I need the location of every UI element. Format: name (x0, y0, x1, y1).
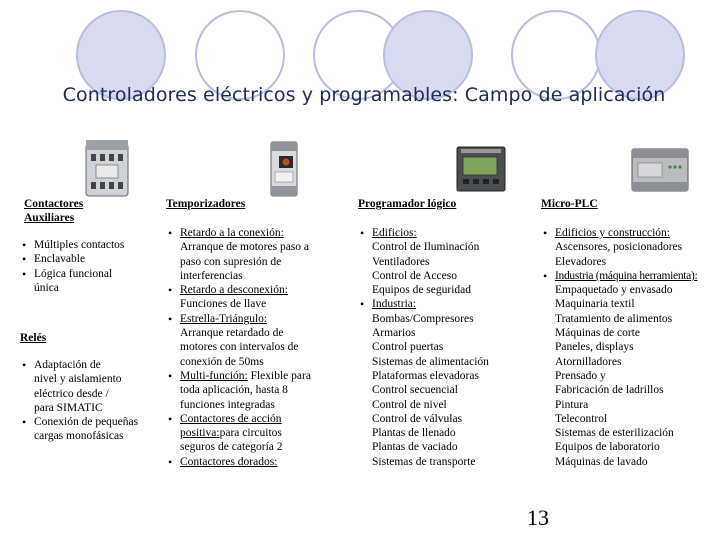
contactor-image (82, 138, 132, 198)
list-item: • Adaptación de nivel y aislamiento eléctrico desde / para SIMATIC (20, 358, 165, 415)
list-item: • Retardo a la conexión: Arranque de motores paso a paso con supresión de interferencias (166, 226, 346, 283)
list-item: • Conexión de pequeñas cargas monofásicas (20, 415, 165, 444)
contactores-heading (24, 197, 83, 225)
page-number: 13 (527, 505, 549, 530)
list-item: • Estrella-Triángulo: Arranque retardado de motores con intervalos de conexión de 50ms (166, 312, 346, 369)
list-item: • Industria (máquina herramienta): Empaquetado y envasado Maquinaria textil Tratamiento de alimentos Máquinas de corte Paneles, displays Atornilladores Prensado y Fabricación de ladrillos Pintura Telecontrol Sistemas de esterilización Equipos de laboratorio Máquinas de lavado (541, 269, 727, 469)
list-item: • Multi-función: Flexible para toda aplicación, hasta 8 funciones integradas (166, 369, 346, 412)
list-item: • Edificios y construcción: Ascensores, posicionadores Elevadores (541, 226, 727, 269)
micro-plc-list (541, 226, 727, 469)
programador-list (358, 226, 528, 469)
slide-title: Controladores eléctricos y programables: Campo de aplicación (62, 84, 666, 106)
timer-relay-image (265, 138, 301, 198)
list-item: • Contactores dorados: (166, 455, 346, 469)
reles-heading: Relés (20, 332, 47, 344)
micro-plc-image (628, 143, 692, 195)
micro-plc-heading: Micro-PLC (541, 198, 598, 210)
list-item: • Contactores de acción positiva:para circuitos seguros de categoría 2 (166, 412, 346, 455)
contactores-heading-line2: Auxiliares (24, 212, 75, 224)
list-item: • Lógica funcional única (20, 267, 160, 296)
list-item: • Múltiples contactos (20, 238, 160, 252)
list-item: • Industria: Bombas/Compresores Armarios Control puertas Sistemas de alimentación Plataformas elevadoras Control secuencial Control de nivel Control de válvulas Plantas de llenado Plantas de vaciado Sistemas de transporte (358, 297, 528, 469)
reles-list (20, 358, 165, 444)
programador-heading: Programador lógico (358, 198, 457, 210)
list-item: • Retardo a desconexión: Funciones de llave (166, 283, 346, 312)
list-item: • Enclavable (20, 252, 160, 266)
contactores-heading-line1: Contactores (24, 198, 84, 210)
temporizadores-list (166, 226, 346, 469)
logic-module-image (455, 143, 507, 195)
contactores-list (20, 238, 160, 295)
temporizadores-heading: Temporizadores (166, 198, 246, 210)
list-item: • Edificios: Control de Iluminación Ventiladores Control de Acceso Equipos de seguridad (358, 226, 528, 297)
